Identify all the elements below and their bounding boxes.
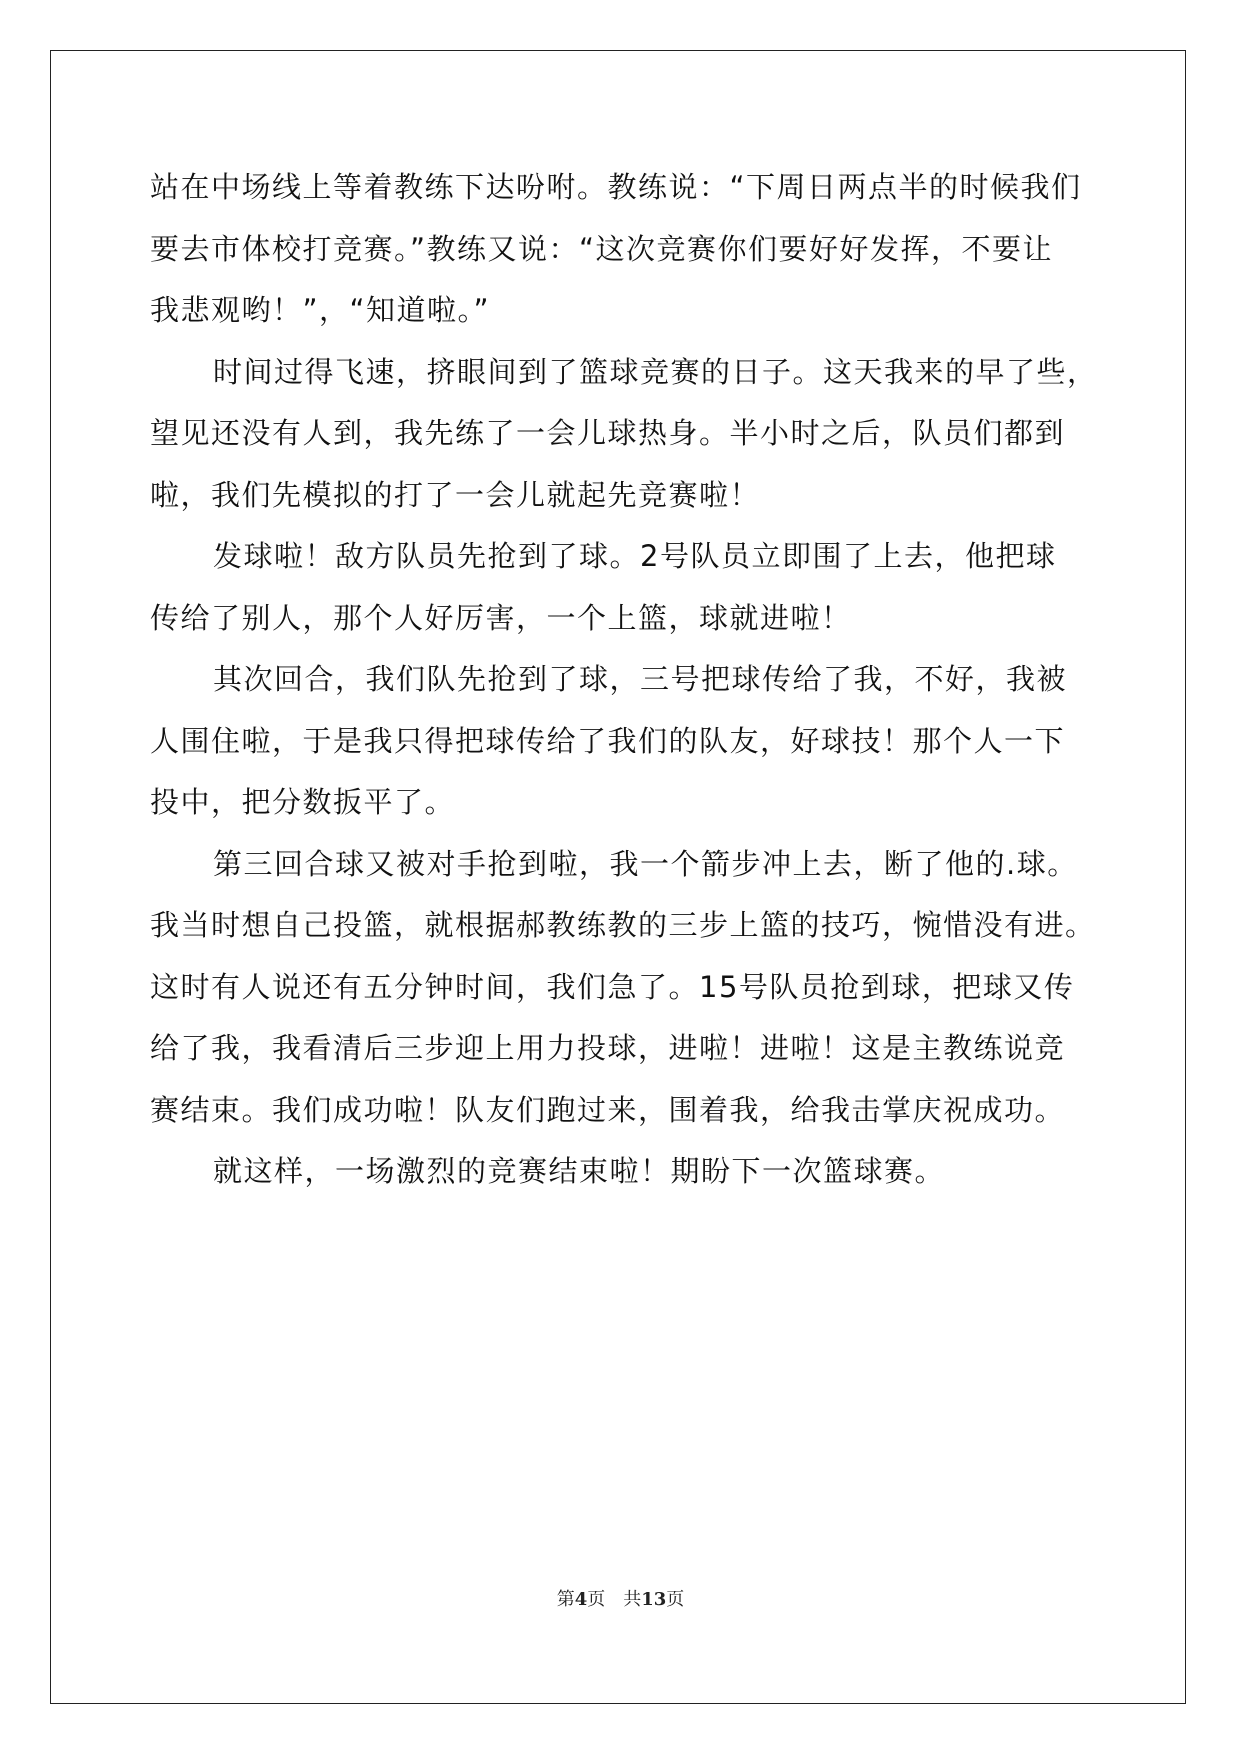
text-line: 赛结束。我们成功啦！队友们跑过来，围着我，给我击掌庆祝成功。 [150, 1092, 1066, 1127]
paragraph-first-line: 就这样，一场激烈的竞赛结束啦！期盼下一次篮球赛。 [213, 1154, 946, 1188]
text-line: 站在中场线上等着教练下达吩咐。教练说：“下周日两点半的时候我们 [150, 170, 1082, 204]
text-line: 望见还没有人到，我先练了一会儿球热身。半小时之后，队员们都到 [150, 416, 1066, 450]
text-line: 我悲观哟！”，“知道啦。” [150, 293, 491, 327]
text-line: 啦，我们先模拟的打了一会儿就起先竞赛啦！ [150, 477, 761, 512]
text-line: 要去市体校打竞赛。”教练又说：“这次竞赛你们要好好发挥，不要让 [150, 231, 1054, 266]
paragraph-first-line: 发球啦！敌方队员先抢到了球。2号队员立即围了上去，他把球 [213, 539, 1057, 573]
footer-middle: 页 共 [587, 1589, 642, 1610]
text-line: 传给了别人，那个人好厉害，一个上篮，球就进啦！ [150, 600, 852, 635]
text-line: 这时有人说还有五分钟时间，我们急了。15号队员抢到球，把球又传 [150, 969, 1075, 1004]
paragraph-first-line: 其次回合，我们队先抢到了球，三号把球传给了我，不好，我被 [213, 662, 1068, 696]
document-body [150, 157, 1100, 1203]
text-line: 投中，把分数扳平了。 [150, 785, 456, 819]
total-page-count: 13 [641, 1589, 667, 1610]
page-footer [0, 1585, 1241, 1611]
text-line: 给了我，我看清后三步迎上用力投球，进啦！进啦！这是主教练说竞 [150, 1031, 1066, 1065]
footer-prefix: 第 [556, 1589, 575, 1610]
text-line: 我当时想自己投篮，就根据郝教练教的三步上篮的技巧，惋惜没有进。 [150, 908, 1096, 942]
text-line: 人围住啦，于是我只得把球传给了我们的队友，好球技！那个人一下 [150, 723, 1066, 758]
current-page-number: 4 [574, 1589, 588, 1610]
footer-suffix: 页 [666, 1589, 685, 1610]
paragraph-first-line: 时间过得飞速，挤眼间到了篮球竞赛的日子。这天我来的早了些， [213, 354, 1098, 389]
paragraph-first-line: 第三回合球又被对手抢到啦，我一个箭步冲上去，断了他的.球。 [213, 846, 1078, 881]
